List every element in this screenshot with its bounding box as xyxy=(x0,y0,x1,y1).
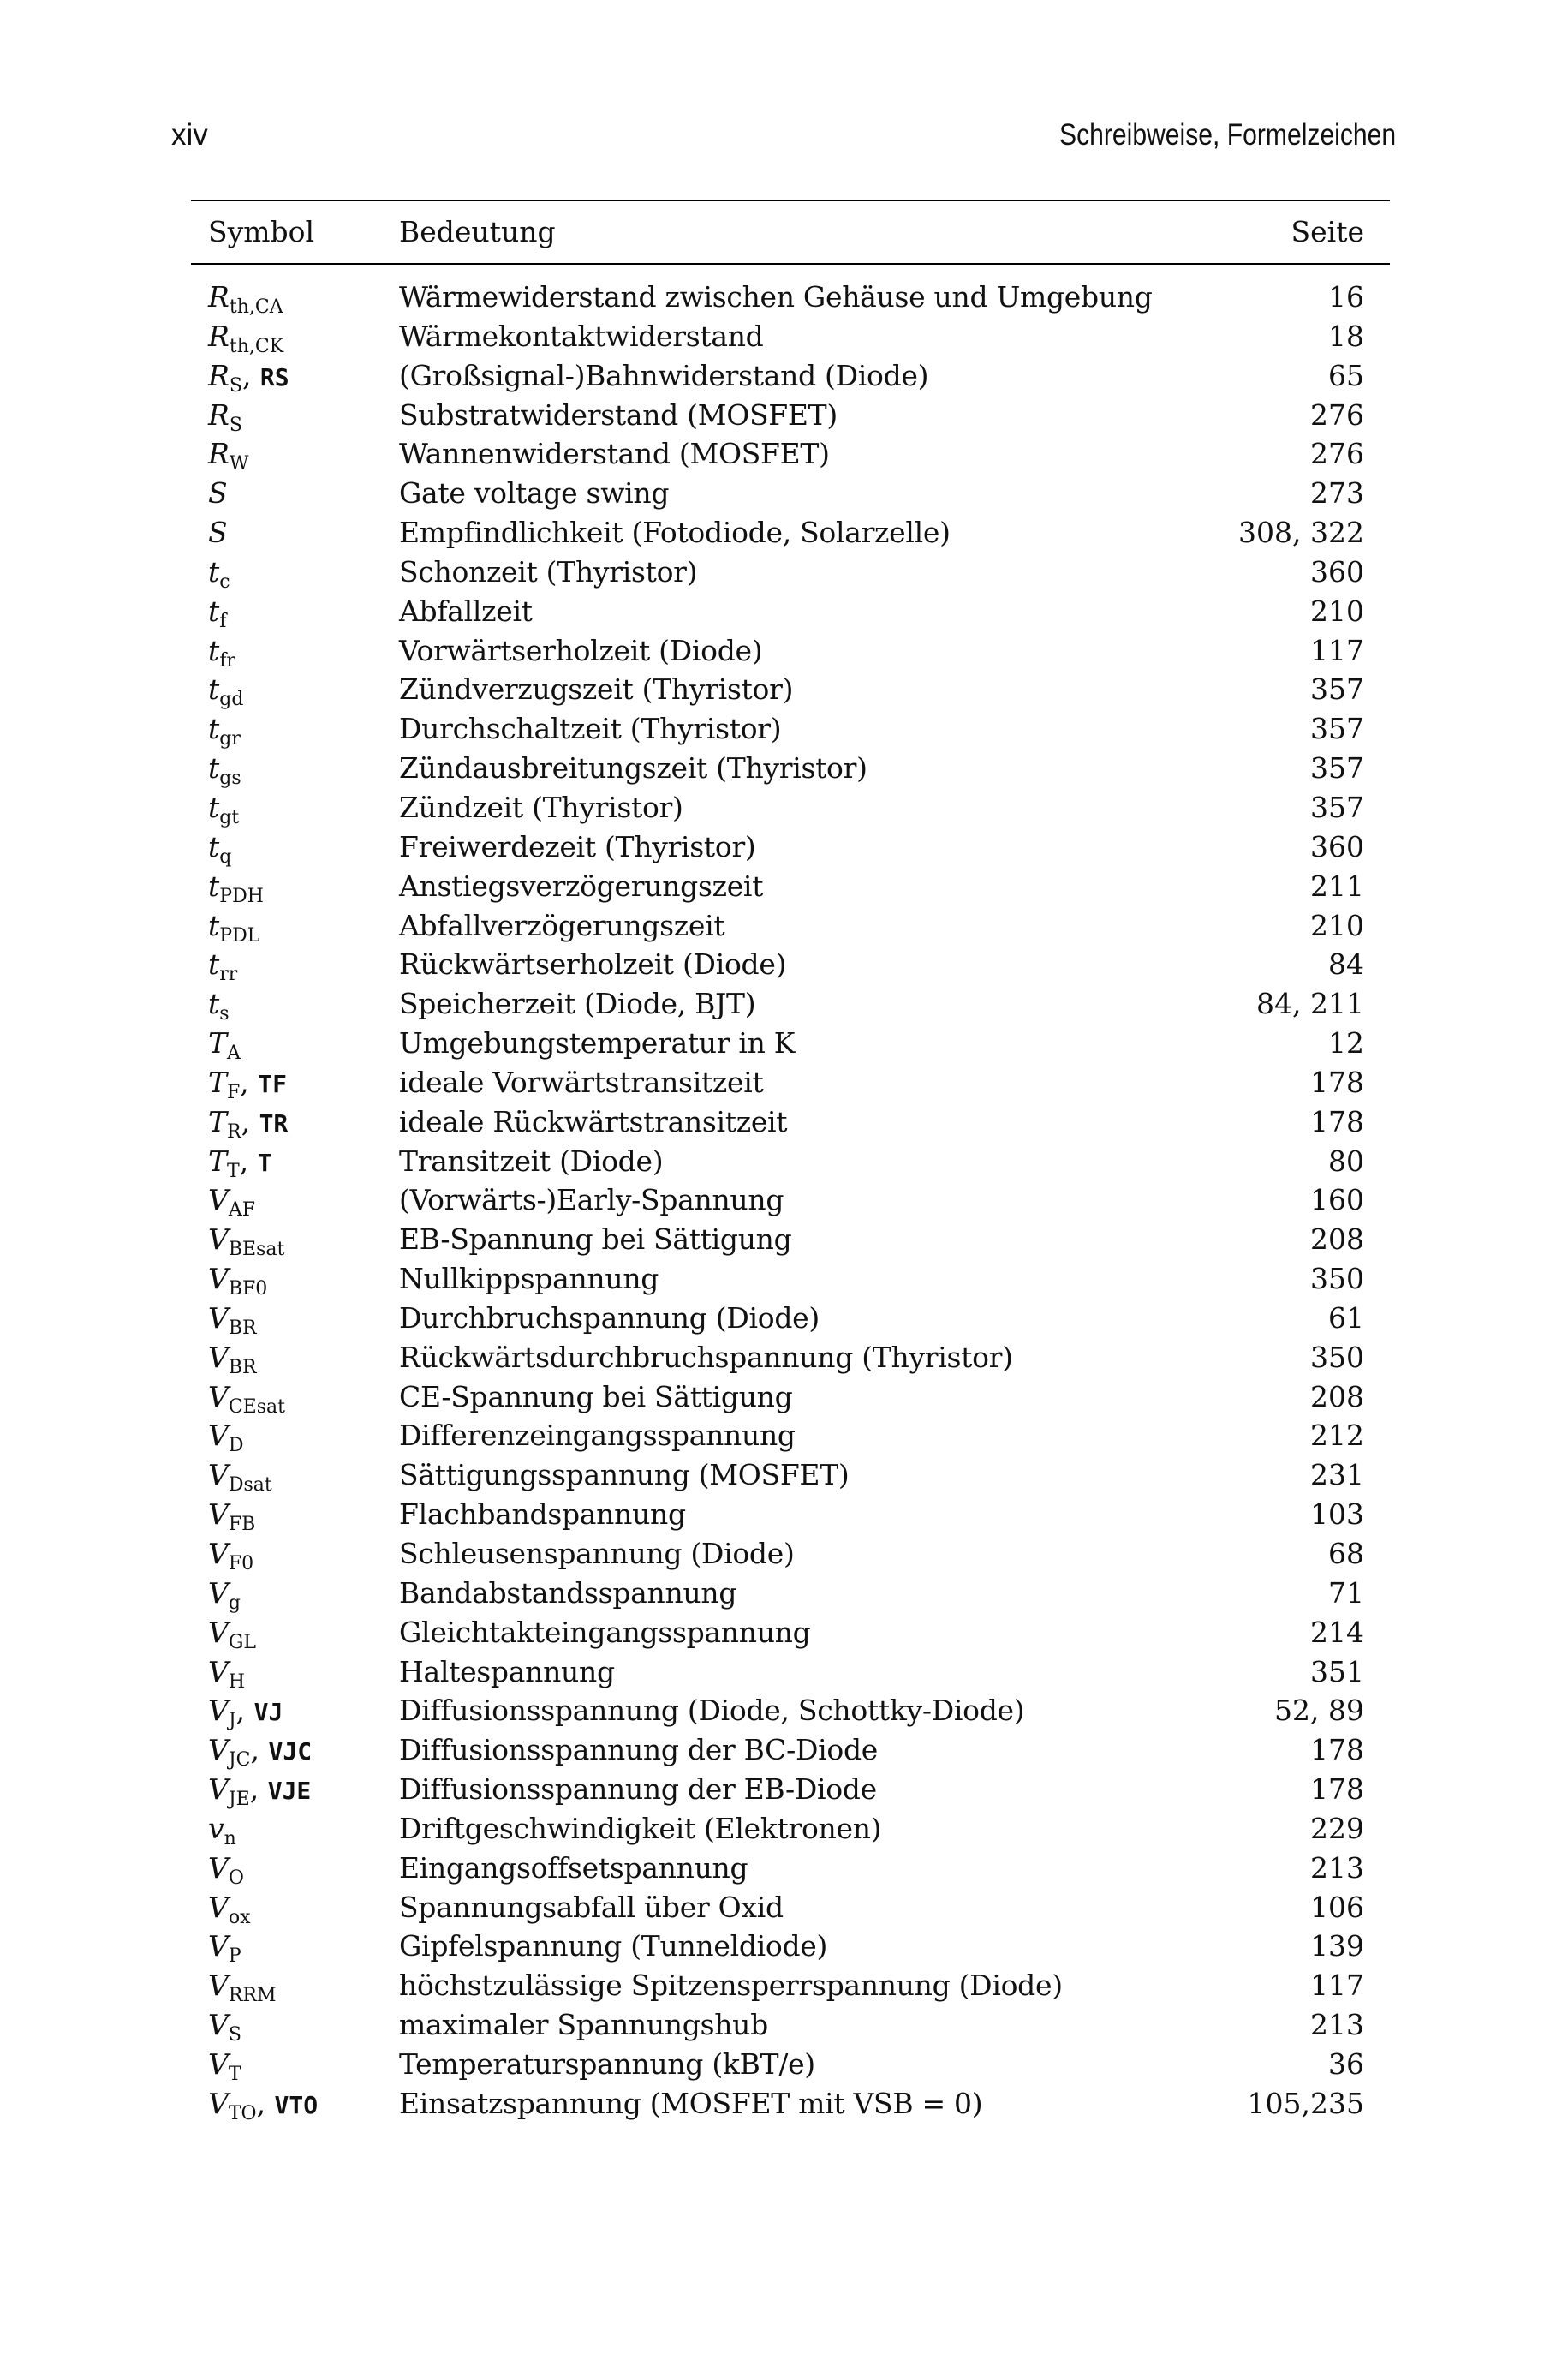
row-meaning: Wannenwiderstand (MOSFET) xyxy=(399,437,830,471)
row-meaning: ideale Vorwärtstransitzeit xyxy=(399,1065,764,1099)
row-page: 308, 322 xyxy=(1238,516,1364,550)
row-meaning: Zündzeit (Thyristor) xyxy=(399,790,683,824)
table-row xyxy=(191,1024,1390,1063)
symbol-variable: V xyxy=(208,2046,229,2081)
row-meaning: Wärmekontaktwiderstand xyxy=(399,319,764,353)
table-row xyxy=(191,1809,1390,1849)
symbol-variable: V xyxy=(208,1183,229,1217)
row-page: 61 xyxy=(1328,1300,1364,1335)
symbol-variable: V xyxy=(208,2008,229,2042)
column-header-meaning: Bedeutung xyxy=(399,215,556,248)
symbol-subscript: D xyxy=(228,1435,244,1457)
row-meaning: EB-Spannung bei Sättigung xyxy=(399,1222,792,1257)
row-meaning: Driftgeschwindigkeit (Elektronen) xyxy=(399,1811,882,1845)
row-meaning: Gleichtakteingangsspannung xyxy=(399,1615,811,1649)
symbol-subscript: BEsat xyxy=(228,1239,285,1261)
symbol-subscript: FB xyxy=(228,1514,256,1536)
symbol-subscript: q xyxy=(219,845,232,868)
table-row xyxy=(191,1259,1390,1299)
table-row xyxy=(191,356,1390,396)
symbol-subscript: T xyxy=(227,1160,240,1182)
row-meaning: Haltespannung xyxy=(399,1654,615,1688)
row-symbol: $V_{TO}$, VTO xyxy=(208,2086,319,2124)
symbol-subscript: gd xyxy=(219,689,244,711)
row-page: 276 xyxy=(1310,397,1364,432)
row-meaning: Abfallzeit xyxy=(399,594,533,628)
symbol-subscript: BR xyxy=(228,1356,257,1378)
row-meaning: Abfallverzögerungszeit xyxy=(399,908,725,942)
row-meaning: Gipfelspannung (Tunneldiode) xyxy=(399,1929,828,1963)
symbol-variable: V xyxy=(208,1694,229,1728)
symbol-subscript: F xyxy=(227,1081,241,1103)
row-page: 350 xyxy=(1310,1340,1364,1374)
row-page: 212 xyxy=(1310,1419,1364,1453)
column-header-symbol: Symbol xyxy=(208,215,315,248)
symbol-subscript: RRM xyxy=(228,1985,277,2007)
symbol-variable: v xyxy=(208,1811,224,1845)
table-row xyxy=(191,2045,1390,2084)
row-meaning: Substratwiderstand (MOSFET) xyxy=(399,397,838,432)
row-page: 357 xyxy=(1310,751,1364,786)
row-meaning: Diffusionsspannung der BC-Diode xyxy=(399,1733,879,1767)
table-header-row xyxy=(191,200,1390,263)
table-row xyxy=(191,1377,1390,1417)
symbol-variable: V xyxy=(208,1929,229,1963)
table-row xyxy=(191,2084,1390,2124)
symbol-variable: t xyxy=(208,829,220,863)
table-row xyxy=(191,1849,1390,1888)
row-page: 210 xyxy=(1310,594,1364,628)
symbol-variable: V xyxy=(208,1890,229,1924)
row-meaning: CE-Spannung bei Sättigung xyxy=(399,1379,793,1413)
row-page: 178 xyxy=(1310,1772,1364,1807)
row-symbol: $T_F$, TF xyxy=(208,1065,287,1103)
row-meaning: Bandabstandsspannung xyxy=(399,1575,737,1610)
row-page: 213 xyxy=(1310,1850,1364,1885)
row-meaning: Spannungsabfall über Oxid xyxy=(399,1890,784,1924)
row-meaning: Vorwärtserholzeit (Diode) xyxy=(399,633,763,667)
symbol-variable: t xyxy=(208,712,220,746)
symbol-model-parameter: T xyxy=(257,1148,272,1177)
table-row xyxy=(191,513,1390,553)
table-row xyxy=(191,867,1390,906)
table-row xyxy=(191,749,1390,788)
symbol-variable: V xyxy=(208,1300,229,1335)
symbol-variable: S xyxy=(208,476,228,511)
table-row xyxy=(191,1534,1390,1574)
symbol-subscript: O xyxy=(228,1867,244,1889)
symbol-variable: t xyxy=(208,751,220,786)
table-row xyxy=(191,1299,1390,1338)
row-page: 273 xyxy=(1310,476,1364,511)
row-page: 210 xyxy=(1310,908,1364,942)
row-page: 360 xyxy=(1310,829,1364,863)
row-meaning: Schonzeit (Thyristor) xyxy=(399,554,698,589)
row-meaning: Schleusenspannung (Diode) xyxy=(399,1537,795,1570)
row-page: 117 xyxy=(1310,1969,1364,2003)
symbol-variable: V xyxy=(208,1537,229,1570)
symbol-model-parameter: VTO xyxy=(274,2090,319,2119)
row-meaning: maximaler Spannungshub xyxy=(399,2008,768,2042)
symbol-subscript: R xyxy=(227,1120,241,1143)
symbol-variable: V xyxy=(208,1222,229,1257)
row-page: 12 xyxy=(1328,1026,1364,1061)
symbol-subscript: H xyxy=(228,1670,246,1693)
table-row xyxy=(191,1652,1390,1692)
symbol-subscript: s xyxy=(219,1003,230,1025)
row-meaning: (Großsignal-)Bahnwiderstand (Diode) xyxy=(399,358,929,392)
row-page: 214 xyxy=(1310,1615,1364,1649)
row-page: 178 xyxy=(1310,1733,1364,1767)
symbol-subscript: th,CK xyxy=(229,335,284,357)
table-row xyxy=(191,1455,1390,1495)
symbol-model-parameter: TF xyxy=(258,1069,287,1098)
row-meaning: Freiwerdezeit (Thyristor) xyxy=(399,829,756,863)
table-row xyxy=(191,1613,1390,1652)
symbol-variable: V xyxy=(208,1969,229,2003)
table-row xyxy=(191,553,1390,592)
row-symbol: $V_J$, VJ xyxy=(208,1694,283,1732)
symbol-variable: t xyxy=(208,594,220,628)
symbol-subscript: gr xyxy=(219,728,241,750)
symbol-variable: T xyxy=(208,1026,228,1061)
row-page: 105,235 xyxy=(1247,2086,1364,2120)
row-meaning: Einsatzspannung (MOSFET mit VSB = 0) xyxy=(399,2086,983,2120)
row-meaning: Gate voltage swing xyxy=(399,476,670,511)
row-page: 160 xyxy=(1310,1183,1364,1217)
row-page: 178 xyxy=(1310,1065,1364,1099)
row-meaning: Differenzeingangsspannung xyxy=(399,1419,796,1453)
symbol-subscript: th,CA xyxy=(229,296,283,318)
row-symbol: $T_R$, TR xyxy=(208,1104,289,1143)
symbol-subscript: CEsat xyxy=(228,1395,285,1418)
table-row xyxy=(191,1927,1390,1966)
symbol-subscript: n xyxy=(224,1827,236,1849)
row-symbol: $T_T$, T xyxy=(208,1144,272,1182)
row-page: 213 xyxy=(1310,2008,1364,2042)
symbol-subscript: BF0 xyxy=(228,1278,268,1300)
table-row xyxy=(191,1888,1390,1927)
page-header xyxy=(171,118,1396,156)
row-meaning: (Vorwärts-)Early-Spannung xyxy=(399,1183,784,1217)
row-page: 208 xyxy=(1310,1222,1364,1257)
row-meaning: Diffusionsspannung der EB-Diode xyxy=(399,1772,877,1807)
symbol-variable: V xyxy=(208,1340,229,1374)
symbol-subscript: JC xyxy=(228,1749,251,1772)
symbol-variable: R xyxy=(208,358,230,392)
row-page: 16 xyxy=(1328,280,1364,314)
row-page: 36 xyxy=(1328,2046,1364,2081)
table-row xyxy=(191,670,1390,709)
row-page: 103 xyxy=(1310,1497,1364,1532)
symbol-variable: R xyxy=(208,280,230,314)
symbol-variable: V xyxy=(208,1379,229,1413)
table-row xyxy=(191,828,1390,867)
symbol-subscript: ox xyxy=(228,1906,251,1928)
symbol-model-parameter: VJ xyxy=(253,1698,283,1727)
table-row xyxy=(191,317,1390,356)
row-meaning: Temperaturspannung (kBT/e) xyxy=(399,2046,815,2081)
row-page: 351 xyxy=(1310,1654,1364,1688)
row-page: 65 xyxy=(1328,358,1364,392)
row-meaning: Zündverzugszeit (Thyristor) xyxy=(399,672,794,707)
table-row xyxy=(191,2005,1390,2045)
row-symbol xyxy=(208,513,228,553)
symbol-subscript: W xyxy=(229,453,249,475)
row-meaning: ideale Rückwärtstransitzeit xyxy=(399,1104,788,1138)
symbol-variable: t xyxy=(208,790,220,824)
symbol-subscript: J xyxy=(228,1710,236,1732)
symbol-variable: R xyxy=(208,397,230,432)
symbol-subscript: fr xyxy=(219,649,235,672)
table-row xyxy=(191,1966,1390,2005)
row-page: 80 xyxy=(1328,1144,1364,1178)
symbol-variable: T xyxy=(208,1065,228,1099)
table-row xyxy=(191,474,1390,513)
symbol-variable: S xyxy=(208,516,228,550)
symbol-subscript: Dsat xyxy=(228,1474,272,1497)
row-page: 68 xyxy=(1328,1537,1364,1570)
row-meaning: Eingangsoffsetspannung xyxy=(399,1850,748,1885)
symbol-subscript: S xyxy=(229,374,242,397)
row-meaning: Flachbandspannung xyxy=(399,1497,686,1532)
symbol-variable: t xyxy=(208,947,220,982)
symbol-variable: t xyxy=(208,869,220,903)
symbol-variable: V xyxy=(208,1772,229,1807)
table-row xyxy=(191,709,1390,749)
table-row xyxy=(191,1495,1390,1534)
symbol-variable: V xyxy=(208,1654,229,1688)
row-page: 229 xyxy=(1310,1811,1364,1845)
symbol-variable: V xyxy=(208,1262,229,1296)
row-meaning: Anstiegsverzögerungszeit xyxy=(399,869,764,903)
row-meaning: Umgebungstemperatur in K xyxy=(399,1026,796,1061)
table-row xyxy=(191,906,1390,946)
symbol-variable: V xyxy=(208,1615,229,1649)
row-page: 106 xyxy=(1310,1890,1364,1924)
symbol-subscript: A xyxy=(227,1043,241,1065)
row-page: 84, 211 xyxy=(1256,987,1364,1021)
table-row xyxy=(191,1574,1390,1613)
symbol-variable: T xyxy=(208,1104,228,1138)
symbol-subscript: F0 xyxy=(228,1553,254,1574)
row-meaning: höchstzulässige Spitzensperrspannung (Diode) xyxy=(399,1969,1063,2003)
symbol-model-parameter: TR xyxy=(259,1108,289,1138)
row-page: 84 xyxy=(1328,947,1364,982)
symbol-subscript: GL xyxy=(228,1631,257,1653)
symbol-variable: V xyxy=(208,1575,229,1610)
symbol-variable: V xyxy=(208,1458,229,1492)
symbol-variable: V xyxy=(208,1419,229,1453)
row-page: 350 xyxy=(1310,1262,1364,1296)
row-page: 231 xyxy=(1310,1458,1364,1492)
row-meaning: Nullkippspannung xyxy=(399,1262,659,1296)
symbol-variable: t xyxy=(208,908,220,942)
symbol-variable: R xyxy=(208,437,230,471)
table-row xyxy=(191,1770,1390,1809)
table-row xyxy=(191,396,1390,435)
symbol-variable: t xyxy=(208,987,220,1021)
symbol-subscript: S xyxy=(228,2024,241,2046)
symbol-variable: V xyxy=(208,1497,229,1532)
symbol-subscript: g xyxy=(228,1592,241,1614)
row-page: 357 xyxy=(1310,672,1364,707)
row-meaning: Empfindlichkeit (Fotodiode, Solarzelle) xyxy=(399,516,951,550)
table-body xyxy=(191,278,1390,2124)
table-row xyxy=(191,1142,1390,1181)
table-row xyxy=(191,278,1390,317)
table-row xyxy=(191,1063,1390,1102)
symbol-variable: R xyxy=(208,319,230,353)
symbol-variable: t xyxy=(208,633,220,667)
symbol-variable: t xyxy=(208,554,220,589)
symbol-subscript: gs xyxy=(219,768,241,790)
row-page: 139 xyxy=(1310,1929,1364,1963)
column-header-page: Seite xyxy=(1291,215,1364,248)
table-row xyxy=(191,984,1390,1024)
row-page: 360 xyxy=(1310,554,1364,589)
table-header-rule xyxy=(191,263,1390,265)
table-row xyxy=(191,592,1390,631)
row-page: 18 xyxy=(1328,319,1364,353)
table-row xyxy=(191,1730,1390,1770)
row-symbol xyxy=(208,474,228,513)
row-meaning: Durchbruchspannung (Diode) xyxy=(399,1300,820,1335)
table-row xyxy=(191,1220,1390,1259)
symbol-subscript: T xyxy=(228,2063,241,2085)
symbol-subscript: S xyxy=(229,414,242,436)
table-row xyxy=(191,631,1390,671)
row-meaning: Speicherzeit (Diode, BJT) xyxy=(399,987,756,1021)
table-row xyxy=(191,434,1390,474)
symbol-subscript: gt xyxy=(219,806,240,828)
row-page: 211 xyxy=(1310,869,1364,903)
row-meaning: Durchschaltzeit (Thyristor) xyxy=(399,712,782,746)
table-row xyxy=(191,1338,1390,1377)
table-row xyxy=(191,1691,1390,1730)
symbol-model-parameter: VJE xyxy=(267,1777,312,1806)
row-meaning: Diffusionsspannung (Diode, Schottky-Diode) xyxy=(399,1694,1025,1728)
row-page: 357 xyxy=(1310,712,1364,746)
symbol-subscript: BR xyxy=(228,1317,257,1339)
row-page: 357 xyxy=(1310,790,1364,824)
symbol-model-parameter: VJC xyxy=(268,1737,313,1766)
table-row xyxy=(191,945,1390,984)
symbol-subscript: TO xyxy=(228,2102,257,2124)
row-page: 117 xyxy=(1310,633,1364,667)
row-page: 178 xyxy=(1310,1104,1364,1138)
row-meaning: Transitzeit (Diode) xyxy=(399,1144,664,1178)
table-row xyxy=(191,1102,1390,1142)
row-meaning: Zündausbreitungszeit (Thyristor) xyxy=(399,751,867,786)
symbol-model-parameter: RS xyxy=(259,362,289,391)
symbol-subscript: P xyxy=(228,1945,241,1968)
symbol-subscript: PDL xyxy=(219,924,260,947)
symbol-variable: V xyxy=(208,1850,229,1885)
row-symbol: $V_{JE}$, VJE xyxy=(208,1772,312,1811)
symbol-subscript: JE xyxy=(228,1789,250,1811)
symbol-variable: V xyxy=(208,1733,229,1767)
row-meaning: Sättigungsspannung (MOSFET) xyxy=(399,1458,850,1492)
symbol-subscript: c xyxy=(219,571,230,593)
symbol-variable: t xyxy=(208,672,220,707)
running-head: Schreibweise, Formelzeichen xyxy=(1058,118,1396,152)
row-page: 276 xyxy=(1310,437,1364,471)
symbol-variable: T xyxy=(208,1144,228,1178)
row-meaning: Rückwärtsdurchbruchspannung (Thyristor) xyxy=(399,1340,1013,1374)
row-page: 52, 89 xyxy=(1274,1694,1364,1728)
row-meaning: Rückwärtserholzeit (Diode) xyxy=(399,947,787,982)
row-symbol: $R_S$, RS xyxy=(208,358,289,397)
page-number: xiv xyxy=(171,118,208,152)
row-page: 208 xyxy=(1310,1379,1364,1413)
symbol-subscript: PDH xyxy=(219,885,264,907)
table-row xyxy=(191,788,1390,828)
symbol-subscript: rr xyxy=(219,964,238,986)
table-row xyxy=(191,1416,1390,1455)
symbol-variable: V xyxy=(208,2086,229,2120)
symbol-subscript: AF xyxy=(228,1199,255,1222)
symbol-subscript: f xyxy=(219,610,227,632)
row-meaning: Wärmewiderstand zwischen Gehäuse und Umgebung xyxy=(399,280,1153,314)
row-page: 71 xyxy=(1328,1575,1364,1610)
row-symbol: $V_{JC}$, VJC xyxy=(208,1733,313,1772)
table-row xyxy=(191,1180,1390,1220)
